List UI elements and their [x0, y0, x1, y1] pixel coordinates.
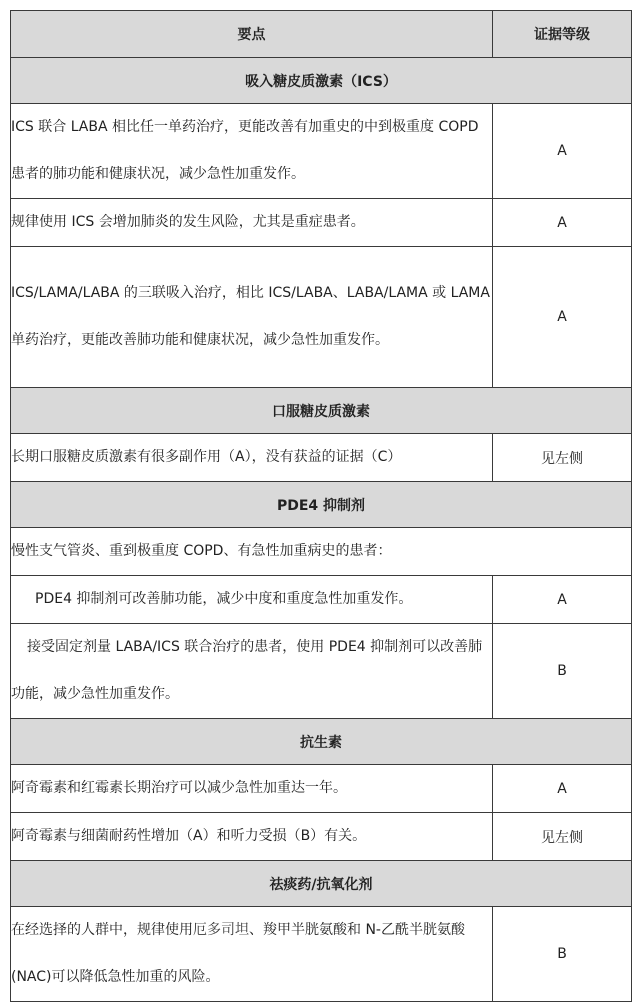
section-title-mucolytics: 祛痰药/抗氧化剂 — [11, 861, 632, 907]
row-level: B — [493, 624, 632, 719]
evidence-table — [10, 10, 632, 1002]
row-level: A — [493, 104, 632, 199]
row-text: 长期口服糖皮质激素有很多副作用（A），没有获益的证据（C） — [11, 434, 493, 482]
section-row — [11, 482, 632, 528]
section-row — [11, 388, 632, 434]
row-level: A — [493, 199, 632, 247]
section-row — [11, 719, 632, 765]
row-text-suffix: 、羧甲半胱氨酸和 N-乙酰半胱氨酸(NAC)可以降低急性加重的风险。 — [11, 922, 465, 985]
row-text: 规律使用 ICS 会增加肺炎的发生风险，尤其是重症患者。 — [11, 199, 493, 247]
section-title-oral-steroids: 口服糖皮质激素 — [11, 388, 632, 434]
row-level: B — [493, 907, 632, 1002]
table-row — [11, 765, 632, 813]
row-text: ICS 联合 LABA 相比任一单药治疗，更能改善有加重史的中到极重度 COPD 患者的肺功能和健康状况，减少急性加重发作。 — [11, 104, 493, 199]
table-row — [11, 528, 632, 576]
section-title-antibiotics: 抗生素 — [11, 719, 632, 765]
row-text: 接受固定剂量 LABA/ICS 联合治疗的患者，使用 PDE4 抑制剂可以改善肺功能，减少急性加重发作。 — [11, 624, 493, 719]
table-row — [11, 104, 632, 199]
row-text-prefix: 在经选择的人群中，规律使用 — [11, 922, 193, 938]
section-title-ics: 吸入糖皮质激素（ICS） — [11, 58, 632, 104]
section-row — [11, 861, 632, 907]
header-evidence-level: 证据等级 — [493, 11, 632, 58]
table-row — [11, 907, 632, 1002]
row-level: A — [493, 247, 632, 388]
row-text: 阿奇霉素与细菌耐药性增加（A）和听力受损（B）有关。 — [11, 813, 493, 861]
row-level: A — [493, 765, 632, 813]
row-text-highlight: 厄多司坦 — [193, 922, 249, 938]
section-title-pde4: PDE4 抑制剂 — [11, 482, 632, 528]
row-level: 见左侧 — [493, 434, 632, 482]
section-row — [11, 58, 632, 104]
table-row — [11, 247, 632, 388]
header-key-points: 要点 — [11, 11, 493, 58]
row-text: ICS/LAMA/LABA 的三联吸入治疗，相比 ICS/LABA、LABA/LAMA 或 LAMA 单药治疗，更能改善肺功能和健康状况，减少急性加重发作。 — [11, 247, 493, 388]
table-row — [11, 576, 632, 624]
row-text: 阿奇霉素和红霉素长期治疗可以减少急性加重达一年。 — [11, 765, 493, 813]
row-text — [11, 907, 493, 1002]
row-level: A — [493, 576, 632, 624]
table-row — [11, 624, 632, 719]
table-row — [11, 199, 632, 247]
row-level: 见左侧 — [493, 813, 632, 861]
section-intro: 慢性支气管炎、重到极重度 COPD、有急性加重病史的患者： — [11, 528, 632, 576]
table-header-row — [11, 11, 632, 58]
table-row — [11, 434, 632, 482]
table-row — [11, 813, 632, 861]
row-text: PDE4 抑制剂可改善肺功能，减少中度和重度急性加重发作。 — [11, 576, 493, 624]
